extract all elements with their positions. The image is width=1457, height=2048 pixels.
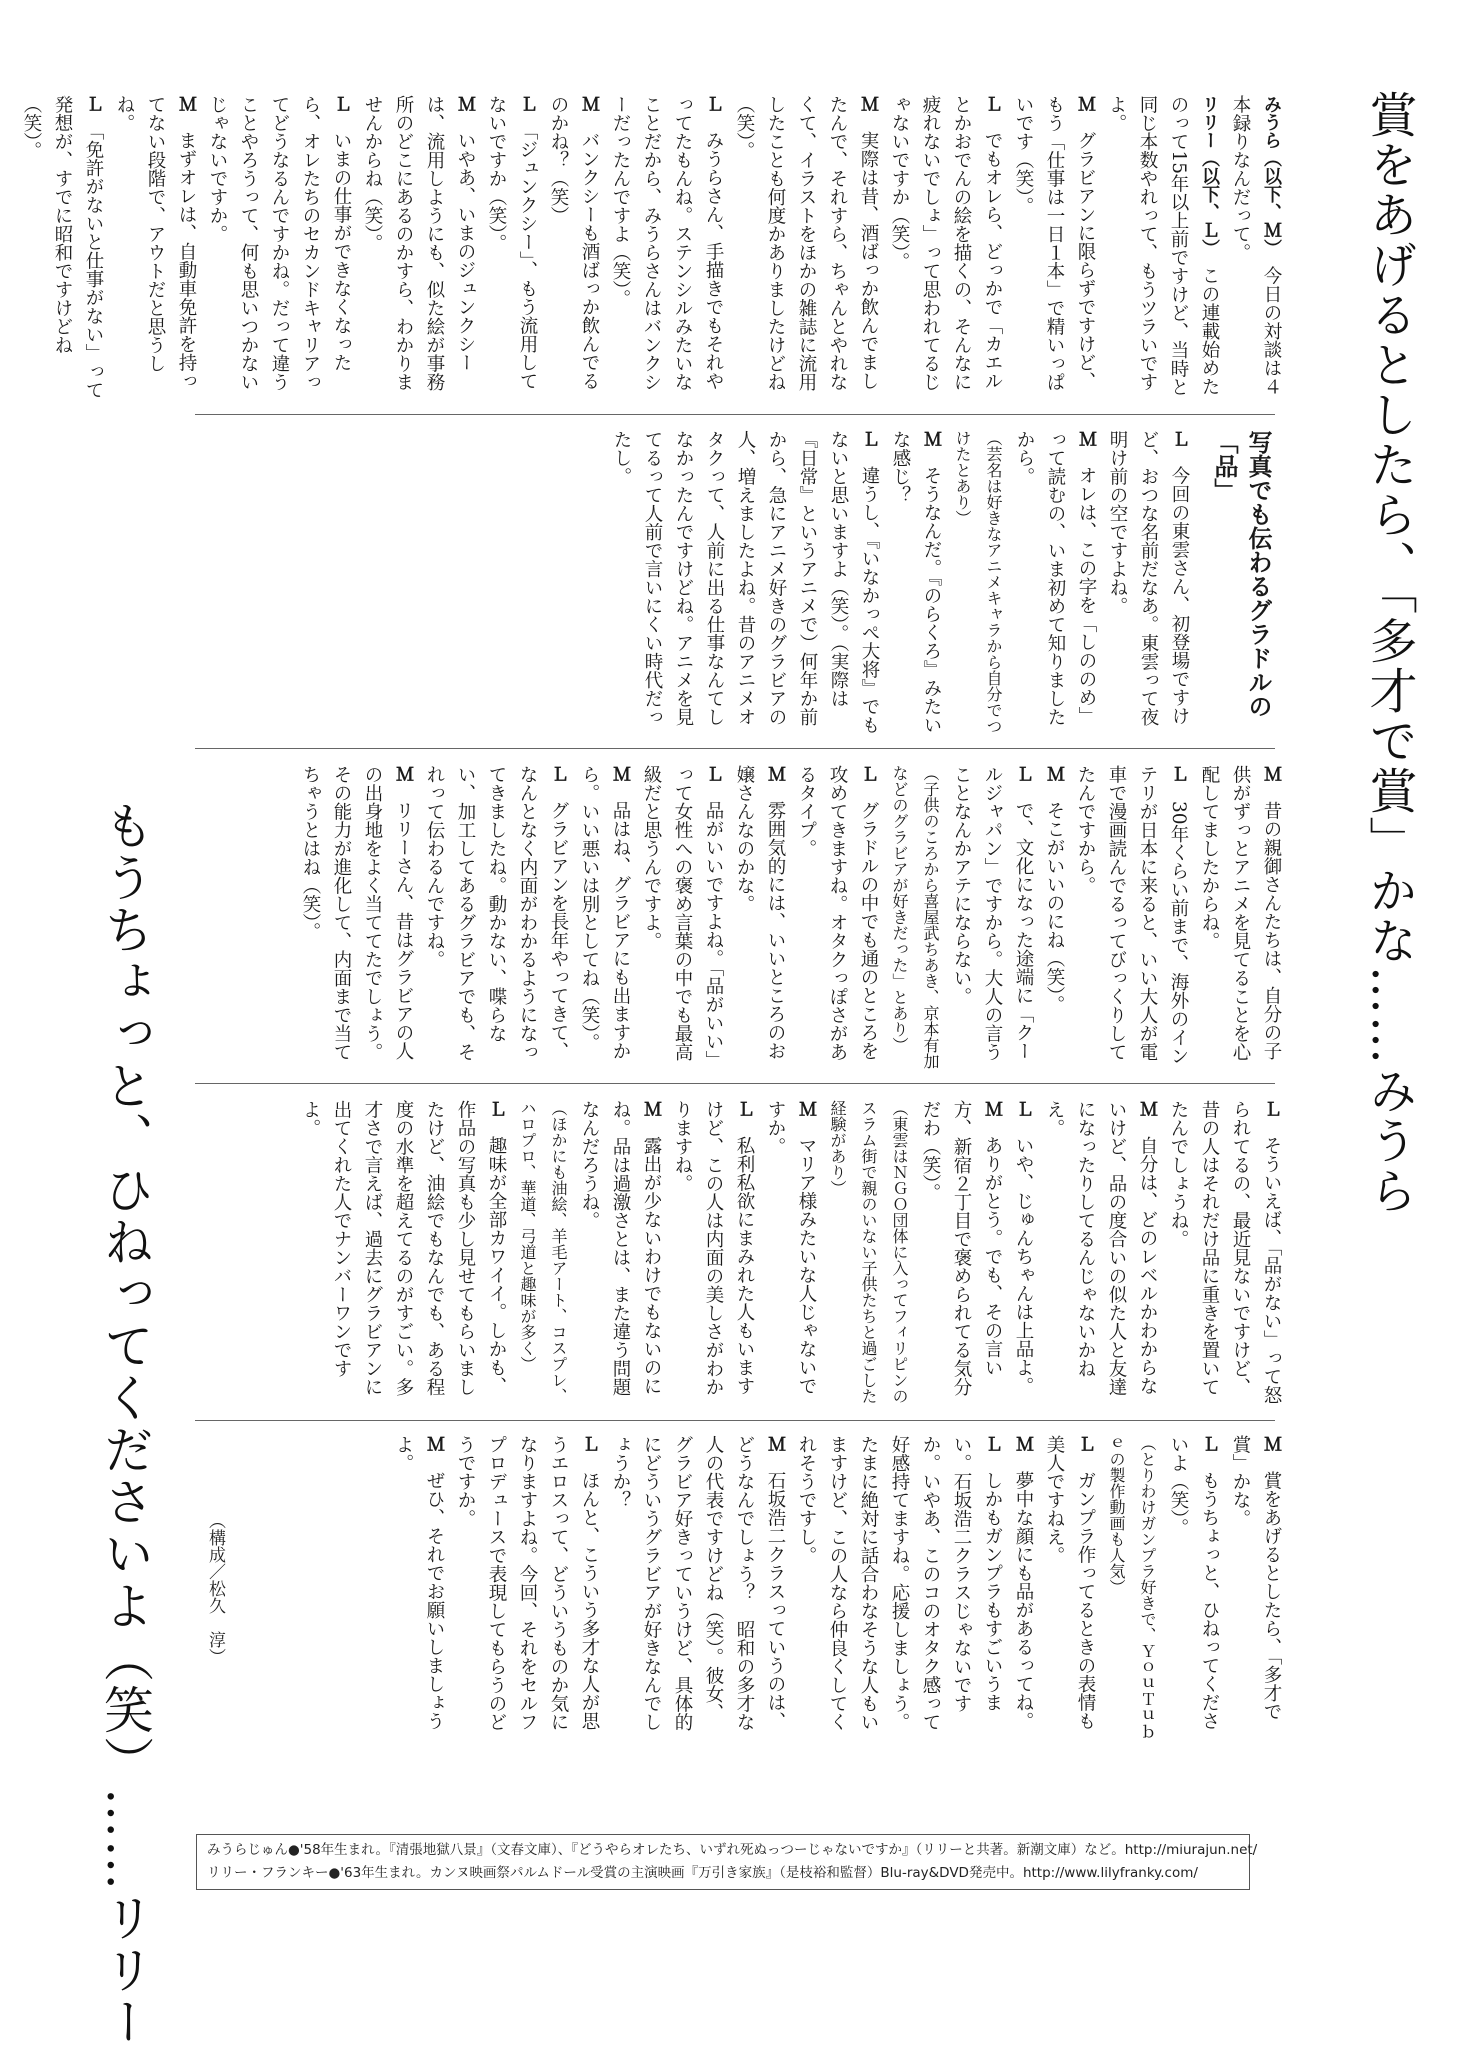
dialogue-paragraph [481, 95, 543, 400]
dialogue-paragraph [1008, 1100, 1039, 1405]
dialogue-text: グラビアンを長年やってきて、なんとなく内面がわかるようになってきましたね。動かない、喋らない、加工してあるグラビアでも、それって伝わるんですね。 [424, 765, 569, 1061]
dialogue-text: しかもガンプラもすごいうまい。石坂浩二クラスじゃないですか。いやあ、このコのオタク感って好感持てますね。応援しましょう。たまに絶対に話合わなそうな人もいますけど、この人なら仲良くしてくれそうですし。 [796, 1435, 1003, 1731]
dialogue-paragraph [1008, 1435, 1039, 1740]
speaker-label: Ｍ [1137, 1100, 1158, 1118]
dialogue-paragraph [791, 1435, 1008, 1740]
band-divider [195, 748, 1275, 749]
editor-note [884, 765, 946, 1070]
dialogue-paragraph [1009, 430, 1102, 735]
speaker-label: Ｍ [641, 1100, 662, 1118]
note-text: （芸名は好きなアニメキャラから自分でつけたとあり） [953, 430, 1003, 734]
editor-note [1101, 1435, 1163, 1740]
dialogue-text: 今日の対談は４本録りなんだって。 [1230, 95, 1282, 396]
speaker-label: Ｌ [579, 1435, 600, 1453]
dialogue-paragraph [1039, 765, 1070, 1070]
dialogue-text: そうなんだ。『のらくろ』みたいな感じ？ [890, 430, 942, 735]
dialogue-text: いや、じゅんちゃんは上品よ。 [1013, 1136, 1034, 1395]
speaker-label: Ｌ [83, 95, 104, 113]
speaker-label: Ｌ [703, 95, 724, 113]
speaker-label: Ｌ [1261, 1100, 1282, 1118]
dialogue-paragraph [606, 430, 885, 735]
dialogue-text: ぜひ、それでお願いしましょうよ。 [393, 1435, 445, 1730]
speaker-label: Ｌ [1075, 1435, 1096, 1453]
dialogue-text: 夢中な顔にも品があるってね。 [1013, 1471, 1034, 1730]
dialogue-text: みうらさん、手描きでもそれやってたもんね。ステンシルみたいなことだから、みうらさんはバンクシーだったんですよ（笑）。 [610, 95, 724, 391]
credit-line: （構成／松久 淳） [205, 1512, 225, 1665]
dialogue-text: ありがとう。でも、その言い方、新宿２丁目で褒められてる気分だわ（笑）。 [920, 1100, 1003, 1396]
dialogue-text: グラビアンに限らずですけど、もう「仕事は一日１本」で精いっぱいです（笑）。 [1013, 95, 1096, 391]
dialogue-text: 自分は、どのレベルかわからないけど、品の度合いの似た人と友達になったりしてるんじゃないかねえ。 [1044, 1100, 1158, 1396]
dialogue-text: この連載始めたのって15年以上前ですけど、当時と同じ本数やれって、もうツラいですよ。 [1106, 95, 1220, 397]
speaker-label: Ｌ [859, 430, 880, 448]
dialogue-paragraph [1163, 1435, 1225, 1740]
note-text: （子供のころから喜屋武ちあき、京本有加などのグラビアが好きだった」とあり） [890, 765, 940, 1069]
profile-box [196, 1834, 1258, 1890]
dialogue-paragraph [1039, 1100, 1163, 1405]
dialogue-text: そういえば、「品がない」って怒られてるの、最近見ないですけど、昔の人はそれだけ品に重きを置いてたんでしょうね。 [1168, 1100, 1282, 1405]
dialogue-text: バンクシーも酒ばっか飲んでるのかね？（笑） [548, 95, 600, 390]
dialogue-paragraph [295, 1100, 512, 1405]
dialogue-paragraph [1070, 765, 1194, 1070]
speaker-label: Ｌ [331, 95, 352, 113]
dialogue-paragraph [574, 1100, 667, 1405]
editor-note [512, 1100, 574, 1405]
speaker-label: Ｌ [703, 765, 724, 783]
dialogue-text: 今回の東雲さん、初登場ですけど、おつな名前だなあ。東雲って夜明け前の空ですよね。 [1107, 430, 1190, 726]
speaker-label: リリー（以下、Ｌ） [1199, 95, 1220, 248]
speaker-label: Ｍ [921, 430, 942, 448]
dialogue-text: で、文化になった途端に「クールジャパン」ですから。大人の言うことなんかアテにならない。 [951, 765, 1034, 1061]
speaker-label: Ｌ [1013, 1100, 1034, 1118]
dialogue-paragraph [605, 1435, 791, 1740]
dialogue-paragraph [450, 1435, 605, 1740]
dialogue-paragraph [419, 765, 574, 1070]
editor-note [947, 430, 1009, 735]
text-band-1 [21, 95, 1287, 400]
speaker-label: Ｌ [486, 1100, 507, 1118]
band-divider [195, 1420, 1275, 1421]
note-text: （ほかにも油絵、羊毛アート、コスプレ、ハロプロ、華道、弓道と趣味が多く） [518, 1100, 568, 1404]
dialogue-paragraph [884, 95, 1008, 400]
dialogue-paragraph [16, 95, 109, 400]
dialogue-text: いまの仕事ができなくなったら、オレたちのセカンドキャリアってどうなるんですかね。だって違うことやろうって、何も思いつかないじゃないですか。 [207, 95, 352, 391]
text-band-3 [202, 765, 1287, 1070]
dialogue-paragraph [1102, 430, 1195, 735]
dialogue-text: オレは、この字を「しののめ」って読むの、いま初めて知りましたから。 [1014, 430, 1097, 726]
dialogue-paragraph [636, 765, 729, 1070]
speaker-label: Ｌ [1169, 430, 1190, 448]
dialogue-text: もうちょっと、ひねってくださいよ（笑）。 [1168, 1435, 1220, 1730]
speaker-label: Ｌ [548, 765, 569, 783]
dialogue-paragraph [388, 1435, 450, 1740]
headline-lily: もうちょっと、ひねってくださいよ（笑）……リリー [96, 800, 154, 2048]
note-text: （東雲はＮＧＯ団体に入ってフィリピンのスラム街で親のいない子供たちと過ごした経験があり） [828, 1100, 909, 1404]
speaker-label: Ｍ [455, 95, 476, 113]
dialogue-paragraph [729, 95, 884, 400]
text-band-5 [267, 1435, 1287, 1740]
dialogue-paragraph [1039, 1435, 1101, 1740]
speaker-label: Ｍ [1013, 1435, 1034, 1453]
speaker-label: Ｌ [982, 95, 1003, 113]
dialogue-text: 石坂浩二クラスっていうのは、どうなんでしょう？ 昭和の多才な人の代表ですけどね（笑）。彼女、グラビア好きっていうけど、具体的にどういうグラビアが好きなんでしょうか？ [610, 1435, 786, 1731]
dialogue-text: 露出が少ないわけでもないのにね。品は過激さとは、また違う問題なんだろうね。 [579, 1100, 662, 1396]
text-band-2 [202, 430, 1287, 735]
speaker-label: みうら（以下、Ｍ） [1261, 95, 1282, 248]
speaker-label: Ｍ [424, 1435, 445, 1453]
dialogue-text: リリーさん、昔はグラビアの人の出身地をよく当ててたでしょう。その能力が進化して、内面まで当てちゃうとはね（笑）。 [300, 765, 414, 1061]
speaker-label: Ｌ [1168, 765, 1189, 783]
speaker-label: Ｌ [858, 765, 879, 783]
text-band-4 [202, 1100, 1287, 1405]
speaker-label: Ｍ [858, 95, 879, 113]
dialogue-text: 賞をあげるとしたら、「多才で賞」かな。 [1230, 1435, 1282, 1721]
dialogue-paragraph [109, 95, 202, 400]
speaker-label: Ｍ [1075, 95, 1096, 113]
dialogue-paragraph [946, 765, 1039, 1070]
dialogue-text: いやあ、いまのジュンクシーは、流用しようにも、似た絵が事務所のどこにあるのかすら、わかりませんからね（笑）。 [362, 95, 476, 391]
dialogue-paragraph [202, 95, 357, 400]
speaker-label: Ｍ [1044, 765, 1065, 783]
profile-miura: みうらじゅん●'58年生まれ。『清張地獄八景』（文春文庫）、『どうやらオレたち、いずれ死ぬっつーじゃないですか』（リリーと共著。新潮文庫）など。http://miurajun.net/ [207, 1842, 1258, 1858]
dialogue-text: 昔の親御さんたちは、自分の子供がずっとアニメを見てることを心配してましたからね。 [1199, 765, 1282, 1061]
dialogue-paragraph [295, 765, 419, 1070]
dialogue-text: ほんと、こういう多才な人が思うエロスって、どういうものか気になりますよね。今回、それをセルフプロデュースで表現してもらうのどうですか。 [455, 1435, 600, 1731]
dialogue-text: 雰囲気的には、いいところのお嬢さんなのかな。 [734, 765, 786, 1060]
speaker-label: Ｍ [579, 95, 600, 113]
headline-miura: 賞をあげるとしたら、「多才で賞」かな……みうら [1361, 90, 1417, 1216]
dialogue-paragraph [885, 430, 947, 735]
dialogue-text: ガンプラ作ってるときの表情も美人ですねえ。 [1044, 1435, 1096, 1730]
dialogue-paragraph [1163, 1100, 1287, 1405]
dialogue-text: そこがいいのにね（笑）。 [1044, 801, 1065, 1014]
speaker-label: Ｍ [1261, 765, 1282, 783]
speaker-label: Ｍ [1261, 1435, 1282, 1453]
dialogue-paragraph [1225, 1435, 1287, 1740]
dialogue-text: 30年くらい前まで、海外のインテリが日本に来ると、いい大人が電車で漫画読んでるってびっくりしてたんですから。 [1075, 765, 1189, 1066]
speaker-label: Ｌ [517, 95, 538, 113]
dialogue-text: 「ジュンクシー」、もう流用してないですか（笑）。 [486, 95, 538, 390]
dialogue-paragraph [574, 765, 636, 1070]
speaker-label: Ｌ [1013, 765, 1034, 783]
speaker-label: Ｍ [1076, 430, 1097, 448]
dialogue-paragraph [1008, 95, 1101, 400]
section-subhead: 写真でも伝わるグラドルの「品」 [1210, 430, 1272, 718]
profile-lily: リリー・フランキー●'63年生まれ。カンヌ映画祭パルムドール受賞の主演映画『万引き家族』（是枝裕和監督）Blu-ray&DVD発売中。http://www.lilyfranky.com/ [207, 1865, 1198, 1881]
dialogue-text: 違うし、『いなかっぺ大将』でもないと思いますよ（笑）。（実際は『日常』というアニメで）何年か前から、急にアニメ好きのグラビアの人、増えましたよね。昔のアニメオタクって、人前に出る仕事なんてしなかったんですけどね。アニメを見てるって人前で言いにくい時代だったし。 [611, 430, 880, 735]
speaker-label: Ｍ [982, 1100, 1003, 1118]
dialogue-text: 私利私欲にまみれた人もいますけど、この人は内面の美しさがわかりますね。 [672, 1100, 755, 1396]
dialogue-text: 品はね、グラビアにも出ますから。いい悪いは別としてね（笑）。 [579, 765, 631, 1060]
dialogue-paragraph [667, 1100, 760, 1405]
dialogue-text: 品がいいですよね。「品がいい」って女性への褒め言葉の中でも最高級だと思うんですよ。 [641, 765, 724, 1070]
speaker-label: Ｌ [982, 1435, 1003, 1453]
dialogue-text: マリア様みたいな人じゃないですか。 [765, 1100, 817, 1395]
speaker-label: Ｍ [610, 765, 631, 783]
dialogue-paragraph [357, 95, 481, 400]
dialogue-text: 「免許がないと仕事がない」って発想が、すでに昭和ですけどね（笑）。 [21, 95, 104, 400]
dialogue-paragraph [1225, 95, 1287, 400]
dialogue-paragraph [791, 765, 884, 1070]
speaker-label: Ｍ [176, 95, 197, 113]
speaker-label: Ｌ [1199, 1435, 1220, 1453]
band-divider [195, 1083, 1275, 1084]
editor-note [822, 1100, 915, 1405]
dialogue-text: グラドルの中でも通のところを攻めてきますね。オタクっぽさがあるタイプ。 [796, 765, 879, 1061]
note-text: （とりわけガンプラ好きで、ＹｏｕＴｕｂｅの製作動画も人気） [1107, 1435, 1157, 1739]
dialogue-paragraph [1194, 765, 1287, 1070]
speaker-label: Ｍ [765, 1435, 786, 1453]
dialogue-paragraph [729, 765, 791, 1070]
speaker-label: Ｍ [765, 765, 786, 783]
dialogue-text: まずオレは、自動車免許を持ってない段階で、アウトだと思うしね。 [114, 95, 197, 390]
dialogue-paragraph [915, 1100, 1008, 1405]
speaker-label: Ｌ [734, 1100, 755, 1118]
dialogue-paragraph [1101, 95, 1225, 400]
dialogue-paragraph [543, 95, 605, 400]
speaker-label: Ｍ [393, 765, 414, 783]
dialogue-paragraph [760, 1100, 822, 1405]
dialogue-text: 実際は昔、酒ばっか飲んでましたんで、それすら、ちゃんとやれなくて、イラストをほかの雑誌に流用したことも何度かありましたけどね（笑）。 [734, 95, 879, 391]
dialogue-paragraph [605, 95, 729, 400]
band-divider [195, 414, 1275, 415]
dialogue-text: でもオレら、どっかで「カエルとかおでんの絵を描くの、そんなに疲れないでしょ」って思われてるじゃないですか（笑）。 [889, 95, 1003, 391]
dialogue-text: 趣味が全部カワイイ。しかも、作品の写真も少し見せてもらいましたけど、油絵でもなんでも、ある程度の水準を超えてるのがすごい。多才さで言えば、過去にグラビアンに出てくれた人でナンバーワンですよ。 [300, 1100, 507, 1396]
speaker-label: Ｍ [796, 1100, 817, 1118]
